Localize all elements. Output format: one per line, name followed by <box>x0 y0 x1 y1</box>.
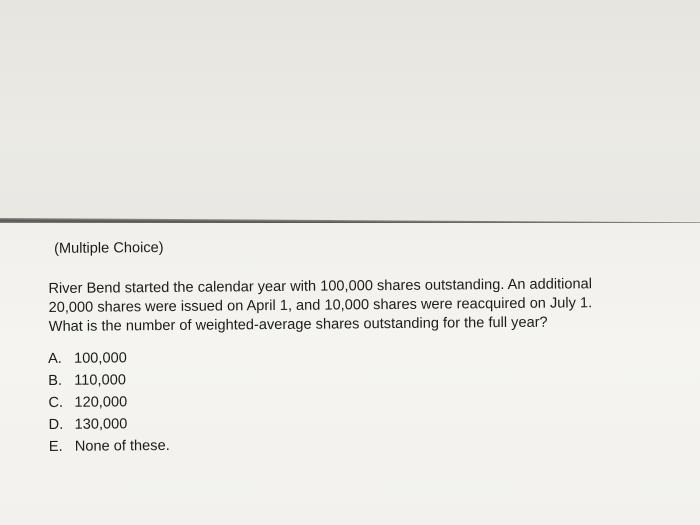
choice-text: 120,000 <box>74 394 128 411</box>
question-stem <box>48 274 688 337</box>
upper-paper-sheet <box>0 0 700 221</box>
choice-text: None of these. <box>74 437 170 455</box>
question-stem-line: River Bend started the calendar year with 100,000 shares outstanding. An additional <box>48 276 593 297</box>
question-type-label: (Multiple Choice) <box>54 239 164 257</box>
question-block <box>48 234 690 458</box>
choice-letter: A. <box>47 350 62 368</box>
choice-letter: D. <box>48 416 64 434</box>
answer-choices <box>48 342 690 458</box>
choice-letter: C. <box>48 394 64 412</box>
choice-letter: E. <box>48 438 63 456</box>
choice-letter: B. <box>48 372 63 390</box>
choice-text: 110,000 <box>74 372 126 389</box>
question-stem-line: What is the number of weighted-average shares outstanding for the full year? <box>48 314 548 335</box>
choice-text: 130,000 <box>74 416 128 433</box>
choice-text: 100,000 <box>73 350 127 367</box>
question-stem-line: 20,000 shares were issued on April 1, and 10,000 shares were reacquired on July 1. <box>48 295 593 316</box>
